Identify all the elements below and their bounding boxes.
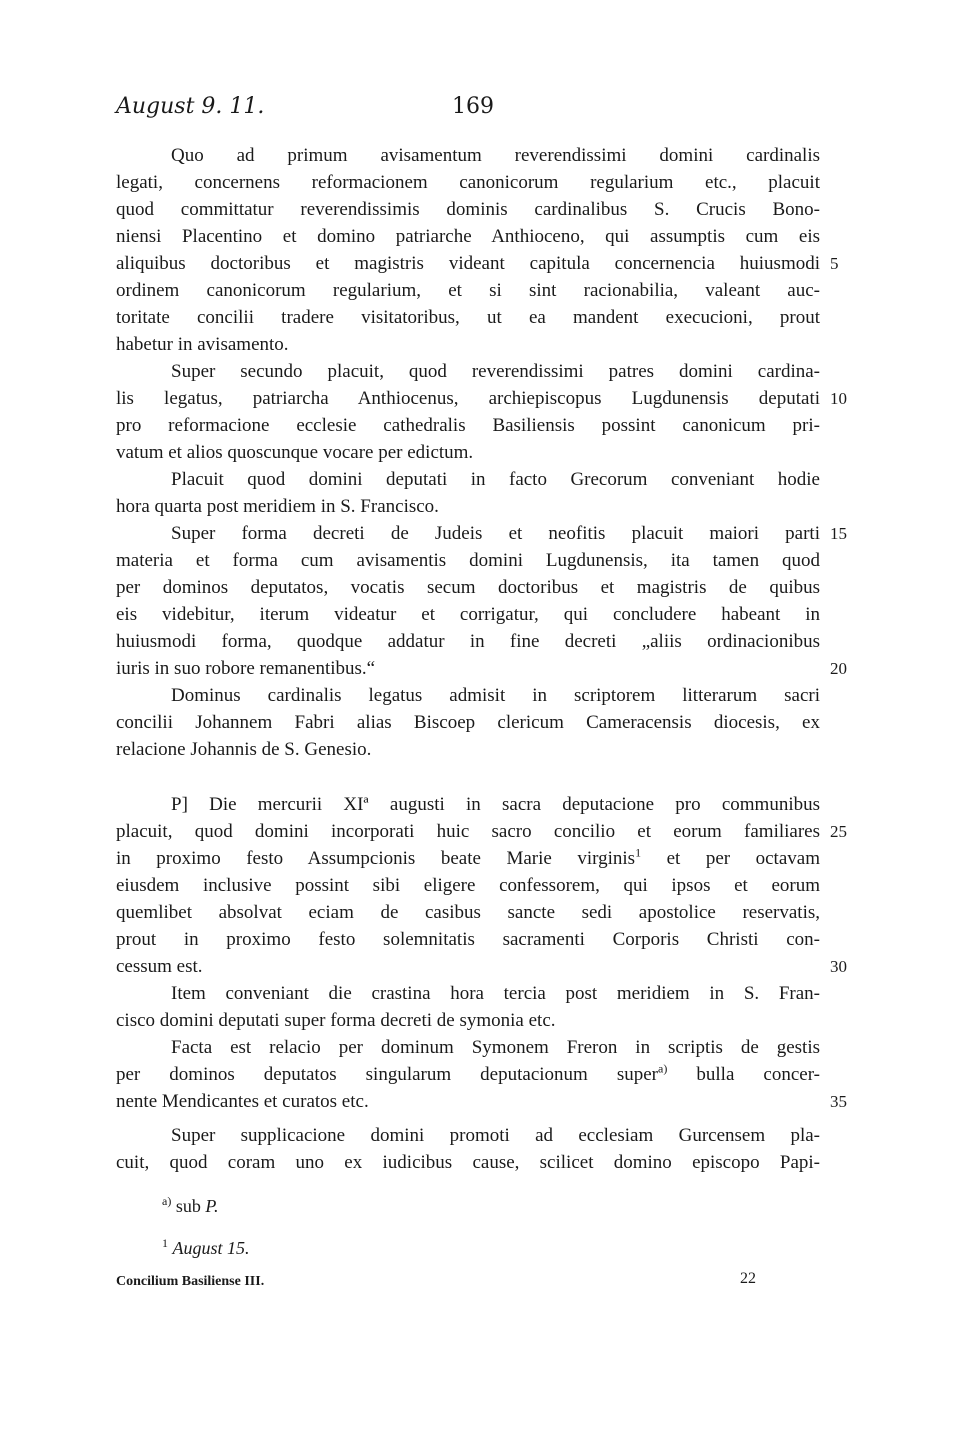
text-line: P] Die mercurii XIª augusti in sacra deputacione pro communibus: [171, 794, 820, 815]
text-line: quod committatur reverendissimis dominis cardinalibus S. Crucis Bono-: [116, 199, 820, 220]
line-number: 25: [830, 822, 847, 841]
text-line: Placuit quod domini deputati in facto Grecorum conveniant hodie: [171, 469, 820, 490]
text-segment: per dominos deputatos singularum deputacionum super: [116, 1064, 659, 1085]
footnote-ref-a: a): [658, 1061, 668, 1076]
text-line: concilii Johannem Fabri alias Biscoep clericum Cameracensis diocesis, ex: [116, 712, 820, 733]
line-number: 15: [830, 524, 847, 543]
text-line: legati, concernens reformacionem canonicorum regularium etc., placuit: [116, 172, 820, 193]
text-line: Quo ad primum avisamentum reverendissimi domini cardinalis: [171, 145, 820, 166]
text-line: Super forma decreti de Judeis et neofitis placuit maiori parti: [171, 523, 820, 544]
text-line: quemlibet absolvat eciam de casibus sancte sedi apostolice reservatis,: [116, 902, 820, 923]
signature-line: Concilium Basiliense III.: [116, 1274, 265, 1289]
signature-number: 22: [740, 1270, 756, 1287]
line-number: 5: [830, 254, 839, 273]
text-line: Dominus cardinalis legatus admisit in scriptorem litterarum sacri: [171, 685, 820, 706]
text-line: per dominos deputatos, vocatis secum doctoribus et magistris de quibus: [116, 577, 820, 598]
text-segment: bulla concer-: [667, 1064, 820, 1085]
text-line: placuit, quod domini incorporati huic sacro concilio et eorum familiares: [116, 821, 820, 842]
text-line: Super secundo placuit, quod reverendissimi patres domini cardina-: [171, 361, 820, 382]
line-number: 30: [830, 957, 847, 976]
text-line: Item conveniant die crastina hora tercia post meridiem in S. Fran-: [171, 983, 820, 1004]
footnote-a-sigil: P.: [205, 1196, 219, 1216]
line-number: 35: [830, 1092, 847, 1111]
text-line: relacione Johannis de S. Genesio.: [116, 739, 372, 760]
text-line: eiusdem inclusive possint sibi eligere confessorem, qui ipsos et eorum: [116, 875, 820, 896]
text-line: huiusmodi forma, quodque addatur in fine decreti „aliis ordinacionibus: [116, 631, 820, 652]
running-head: [116, 94, 820, 124]
text-line: lis legatus, patriarcha Anthiocenus, archiepiscopus Lugdunensis deputati: [116, 388, 820, 409]
page-number: 169: [452, 94, 494, 119]
line-number: 20: [830, 659, 847, 678]
text-line: ordinem canonicorum regularium, et si sint racionabilia, valeant auc-: [116, 280, 820, 301]
footnote-a-mark: a): [162, 1194, 172, 1208]
text-line: Super supplicacione domini promoti ad ecclesiam Gurcensem pla-: [171, 1125, 820, 1146]
footnote-a: [162, 1196, 219, 1217]
text-line: habetur in avisamento.: [116, 334, 289, 355]
text-line: toritate concilii tradere visitatoribus, ut ea mandent execucioni, prout: [116, 307, 820, 328]
text-line: materia et forma cum avisamentis domini Lugdunensis, ita tamen quod: [116, 550, 820, 571]
text-line: cessum est.: [116, 956, 203, 977]
text-line: hora quarta post meridiem in S. Francisco.: [116, 496, 439, 517]
text-line: niensi Placentino et domino patriarche Anthioceno, qui assumptis cum eis: [116, 226, 820, 247]
text-line: vatum et alios quoscunque vocare per edictum.: [116, 442, 474, 463]
footnote-1: [162, 1238, 250, 1259]
text-line: [116, 846, 820, 872]
text-line: iuris in suo robore remanentibus.“: [116, 658, 376, 679]
text-segment: in proximo festo Assumpcionis beate Marie virginis: [116, 848, 636, 869]
footnote-ref-1: 1: [635, 845, 642, 860]
text-line: aliquibus doctoribus et magistris videant capitula concernencia huiusmodi: [116, 253, 820, 274]
text-line: eis videbitur, iterum videatur et corrigatur, qui concludere habeant in: [116, 604, 820, 625]
text-line: prout in proximo festo solemnitatis sacramenti Corporis Christi con-: [116, 929, 820, 950]
text-line: [116, 1062, 820, 1088]
text-segment: et per octavam: [641, 848, 820, 869]
text-line: cisco domini deputati super forma decreti de symonia etc.: [116, 1010, 556, 1031]
footnote-1-mark: 1: [162, 1236, 168, 1250]
text-line: nente Mendicantes et curatos etc.: [116, 1091, 369, 1112]
footnote-1-text: August 15.: [172, 1238, 250, 1258]
text-line: cuit, quod coram uno ex iudicibus cause, scilicet domino episcopo Papi-: [116, 1152, 820, 1173]
line-number: 10: [830, 389, 847, 408]
text-line: Facta est relacio per dominum Symonem Freron in scriptis de gestis: [171, 1037, 820, 1058]
footnote-a-text: sub: [175, 1196, 201, 1216]
running-head-date: August 9. 11.: [116, 94, 265, 119]
text-line: pro reformacione ecclesie cathedralis Basiliensis possint canonicum pri-: [116, 415, 820, 436]
